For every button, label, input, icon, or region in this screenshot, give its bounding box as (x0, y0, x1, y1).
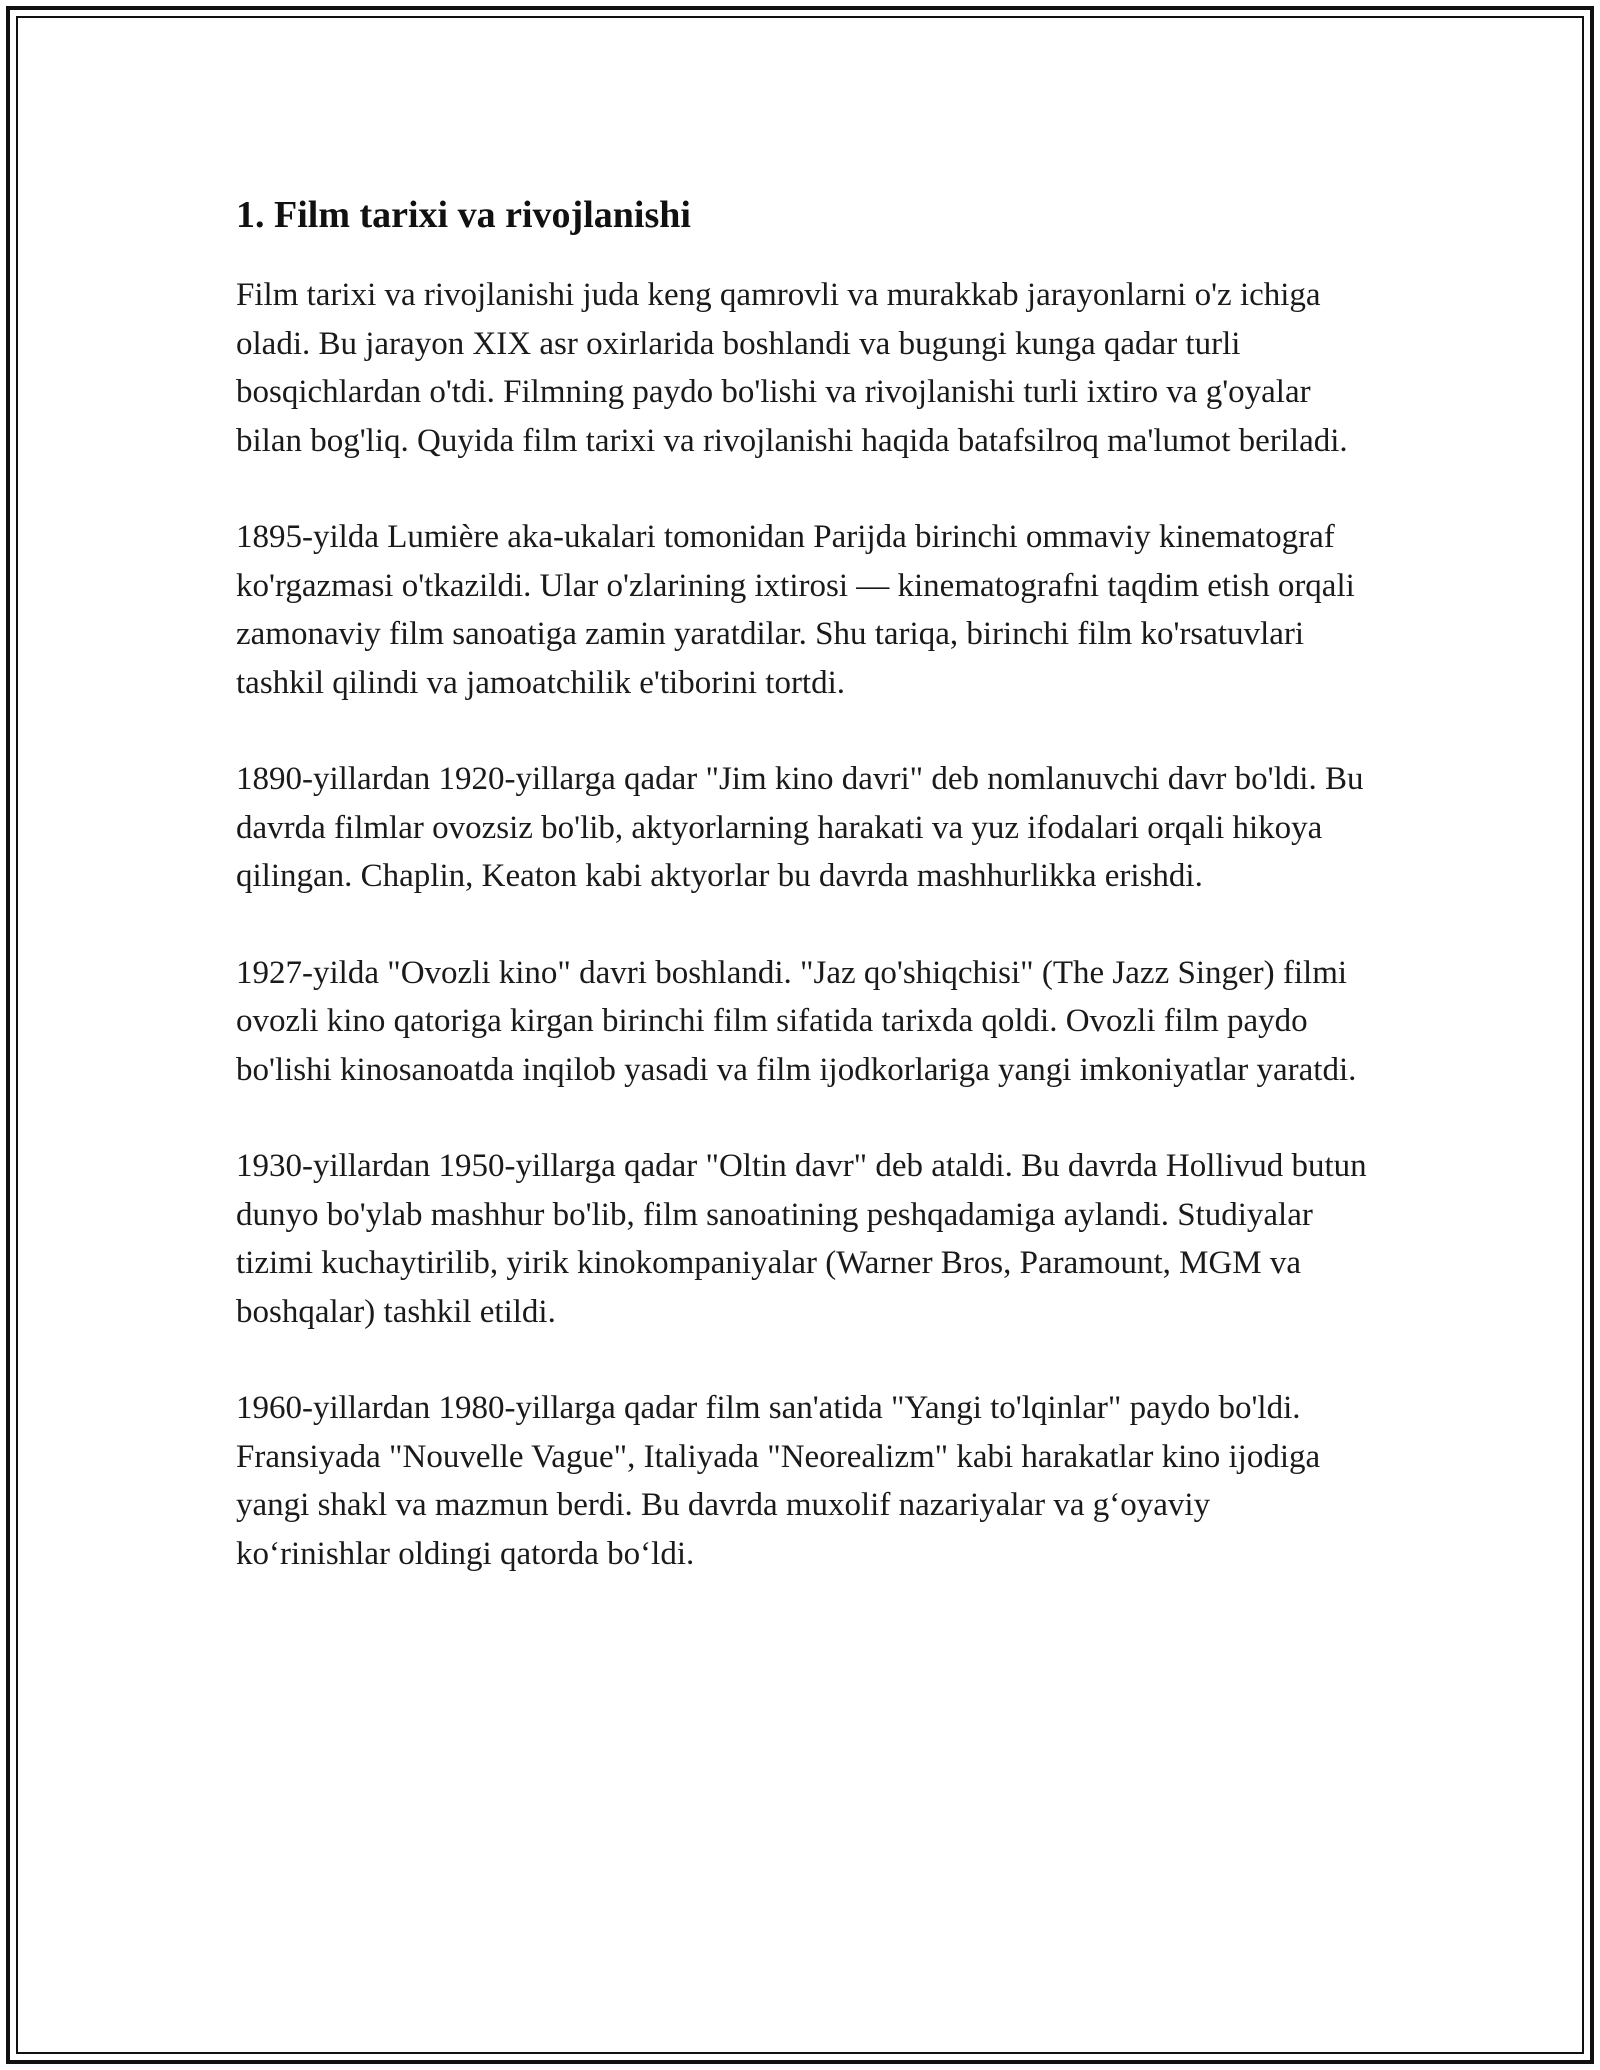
paragraph-new-waves: 1960-yillardan 1980-yillarga qadar film san'atida "Yangi to'lqinlar" paydo bo'ldi. Fransiyada "Nouvelle Vague", Italiyada "Neorealizm" kabi harakatlar kino ijodiga yangi shakl va mazmun berdi. Bu davrda muxolif nazariyalar va g‘oyaviy ko‘rinishlar oldingi qatorda bo‘ldi. (236, 1390, 1321, 1572)
paragraph-intro: Film tarixi va rivojlanishi juda keng qamrovli va murakkab jarayonlarni o'z ichiga oladi. Bu jarayon XIX asr oxirlarida boshlandi va bugungi kunga qadar turli bosqichlardan o'tdi. Filmning paydo bo'lishi va rivojlanishi turli ixtiro va g'oyalar bilan bog'liq. Quyida film tarixi va rivojlanishi haqida batafsilroq ma'lumot beriladi. (236, 277, 1348, 459)
document-body (236, 188, 1371, 1626)
paragraph-sound-era: 1927-yilda "Ovozli kino" davri boshlandi. "Jaz qo'shiqchisi" (The Jazz Singer) filmi ovozli kino qatoriga kirgan birinchi film sifatida tarixda qoldi. Ovozli film paydo bo'lishi kinosanoatda inqilob yasadi va film ijodkorlariga yangi imkoniyatlar yaratdi. (236, 954, 1357, 1088)
section-heading: 1. Film tarixi va rivojlanishi (236, 194, 691, 236)
paragraph-1895: 1895-yilda Lumière aka-ukalari tomonidan Parijda birinchi ommaviy kinematograf ko'rgazmasi o'tkazildi. Ular o'zlarining ixtirosi — kinematografni taqdim etish orqali zamonaviy film sanoatiga zamin yaratdilar. Shu tariqa, birinchi film ko'rsatuvlari tashkil qilindi va jamoatchilik e'tiborini tortdi. (236, 519, 1355, 701)
paragraph-silent-era: 1890-yillardan 1920-yillarga qadar "Jim kino davri" deb nomlanuvchi davr bo'ldi. Bu davrda filmlar ovozsiz bo'lib, aktyorlarning harakati va yuz ifodalari orqali hikoya qilingan. Chaplin, Keaton kabi aktyorlar bu davrda mashhurlikka erishdi. (236, 761, 1364, 894)
paragraph-golden-age: 1930-yillardan 1950-yillarga qadar "Oltin davr" deb ataldi. Bu davrda Hollivud butun dunyo bo'ylab mashhur bo'lib, film sanoatining peshqadamiga aylandi. Studiyalar tizimi kuchaytirilib, yirik kinokompaniyalar (Warner Bros, Paramount, MGM va boshqalar) tashkil etildi. (236, 1148, 1367, 1330)
